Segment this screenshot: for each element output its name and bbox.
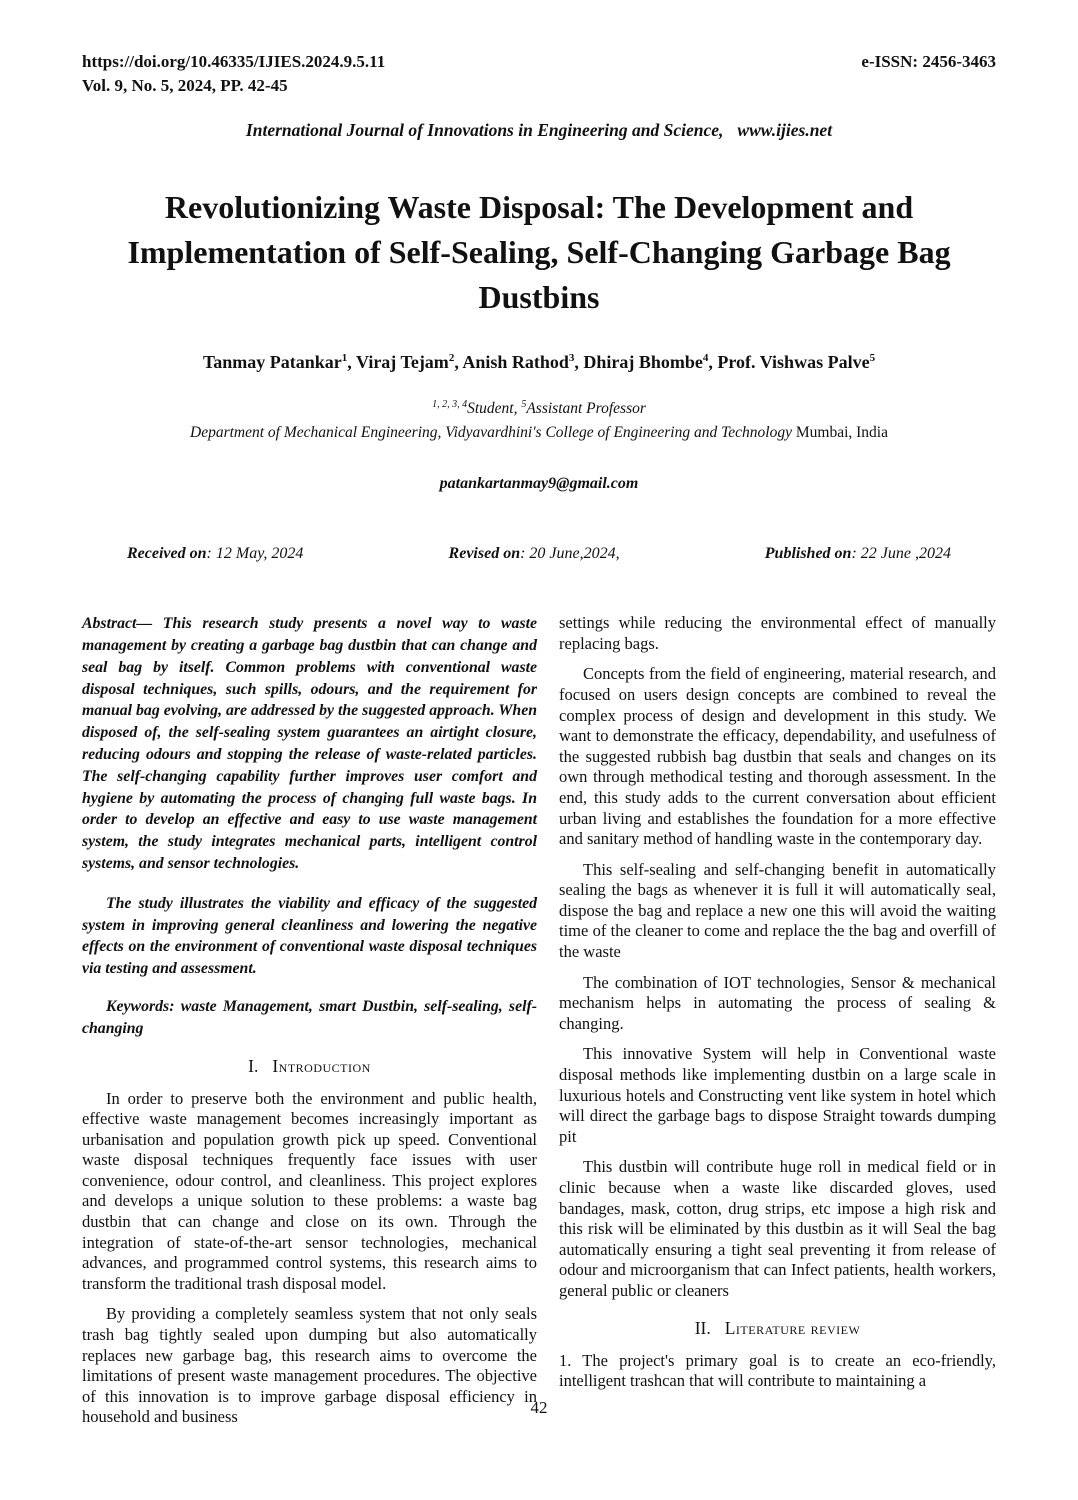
journal-url: www.ijies.net (737, 120, 833, 140)
keywords-paragraph: Keywords: waste Management, smart Dustbin, self-sealing, self-changing (82, 997, 537, 1037)
affiliation-location: Mumbai, India (791, 424, 888, 442)
body-paragraph: This innovative System will help in Conventional waste disposal methods like implementing dustbin on a large scale in luxurious hotels and Constructing vent like system in hotel which will direct the garbage bags to dispose Straight towards dumping pit (559, 1044, 996, 1146)
section-title: Introduction (272, 1055, 371, 1076)
section-numeral: II. (694, 1317, 711, 1338)
affiliation-sup: 5 (521, 399, 527, 410)
body-paragraph: The combination of IOT technologies, Sensor & mechanical mechanism helps in automating the process of sealing & changing. (559, 972, 996, 1033)
date-item: Published on: 22 June ,2024 (764, 545, 951, 563)
page-header (82, 50, 996, 98)
body-paragraph: The study illustrates the viability and efficacy of the suggested system in improving general cleanliness and lowering the negative effects on the environment of conventional waste disposal techniques via testing and assessment. (82, 894, 537, 978)
left-column (82, 613, 537, 1438)
author: Anish Rathod$^3$, (462, 352, 584, 372)
paragraph-lead: Keywords: (106, 997, 181, 1015)
body-paragraph: This dustbin will contribute huge roll in medical field or in clinic because when a waste like discarded gloves, used bandages, mask, cotton, drug strips, etc impose a high risk and this risk will be eliminated by this dustbin as it will Seal the bag automatically ensuring a tight seal preventing it from release of odour and microorganism that can Infect patients, health workers, general public or cleaners (559, 1157, 996, 1300)
journal-title-line (82, 120, 996, 141)
section-title: Literature review (724, 1317, 861, 1338)
authors-line (82, 352, 996, 373)
paragraph-lead: Abstract— (82, 615, 163, 633)
affiliation-block (82, 393, 996, 445)
author-email: patankartanmay9@gmail.com (439, 475, 639, 493)
body-paragraph: settings while reducing the environmental effect of manually replacing bags. (559, 613, 996, 653)
doi-line: https://doi.org/10.46335/IJIES.2024.9.5.11 (82, 52, 386, 71)
section-numeral: I. (248, 1055, 259, 1076)
doi-vol-block (82, 50, 385, 98)
body-paragraph: Concepts from the field of engineering, material research, and focused on users design concepts are combined to reveal the complex process of design and development in this study. We want to demonstrate the efficacy, dependability, and usefulness of the suggested rubbish bag dustbin that seals and changes on its own through methodical testing and thorough assessment. In the end, this study adds to the current conversation about efficient urban living and establishes the foundation for a more effective and sanitary method of handling waste in the contemporary day. (559, 664, 996, 849)
body-paragraph: This self-sealing and self-changing benefit in automatically sealing the bags as whenever it is full it will automatically seal, dispose the bag and replace a new one this will avoid the waiting time of the cleaner to come and replace the the bag and overfill of the waste (559, 859, 996, 962)
date-item: Revised on: 20 June,2024, (448, 545, 620, 563)
body-paragraph: In order to preserve both the environment and public health, effective waste management becomes increasingly important as urbanisation and population growth pick up speed. Conventional waste disposal techniques frequently face issues with user convenience, odour control, and cleanliness. This project explores and develops a unique solution to these problems: a waste bag dustbin that can change and close on its own. Through the integration of state-of-the-art sensor technologies, mechanical advances, and programmed control systems, this research aims to transform the traditional trash disposal model. (82, 1088, 537, 1293)
issn-line: e-ISSN: 2456-3463 (861, 52, 996, 71)
section-heading (82, 1056, 537, 1077)
body-paragraph: By providing a completely seamless system that not only seals trash bag tightly sealed upon dumping but also automatically replaces new garbage bag, this research aims to overcome the limitations of present waste management procedures. The objective of this innovation is to improve garbage disposal efficiency in household and business (82, 1304, 537, 1427)
right-column (559, 613, 996, 1438)
date-item: Received on: 12 May, 2024 (127, 545, 304, 563)
affiliation-sup: 1, 2, 3, 4 (432, 399, 468, 410)
dates-row (82, 545, 996, 563)
author: Prof. Vishwas Palve$^5$ (717, 352, 876, 372)
volume-line: Vol. 9, No. 5, 2024, PP. 42-45 (82, 76, 288, 95)
section-heading (559, 1318, 996, 1339)
page-number: 42 (530, 1398, 548, 1417)
body-paragraph: 1. The project's primary goal is to create an eco-friendly, intelligent trashcan that will contribute to maintaining a (559, 1350, 996, 1391)
author: Dhiraj Bhombe$^4$, (583, 352, 718, 372)
journal-name: International Journal of Innovations in Engineering and Science, (245, 120, 724, 140)
affiliation-roles: $^{1, 2, 3, 4}$Student, $^5$Assistant Professor (432, 399, 646, 418)
author: Tanmay Patankar$^1$, (202, 352, 356, 372)
paper-title: Revolutionizing Waste Disposal: The Development and Implementation of Self-Sealing, Self-Changing Garbage Bag Dustbins (127, 189, 951, 315)
affiliation-dept-italic: Department of Mechanical Engineering, Vidyavardhini's College of Engineering and Technology (190, 424, 792, 442)
abstract-paragraph: Abstract— This research study presents a novel way to waste management by creating a garbage bag dustbin that can change and seal bag by itself. Common problems with conventional waste disposal techniques, such spills, odours, and the requirement for manual bag evolving, are addressed by the suggested approach. When disposed of, the self-sealing system guarantees an airtight closure, reducing odours and stopping the release of waste-related particles. The self-changing capability further improves user comfort and hygiene by automating the process of changing full waste bags. In order to develop an effective and easy to use waste management system, the study integrates mechanical parts, intelligent control systems, and sensor technologies. (82, 615, 537, 872)
article-body (82, 613, 996, 1438)
author: Viraj Tejam$^2$, (355, 352, 463, 372)
affiliation-dept (82, 421, 996, 445)
